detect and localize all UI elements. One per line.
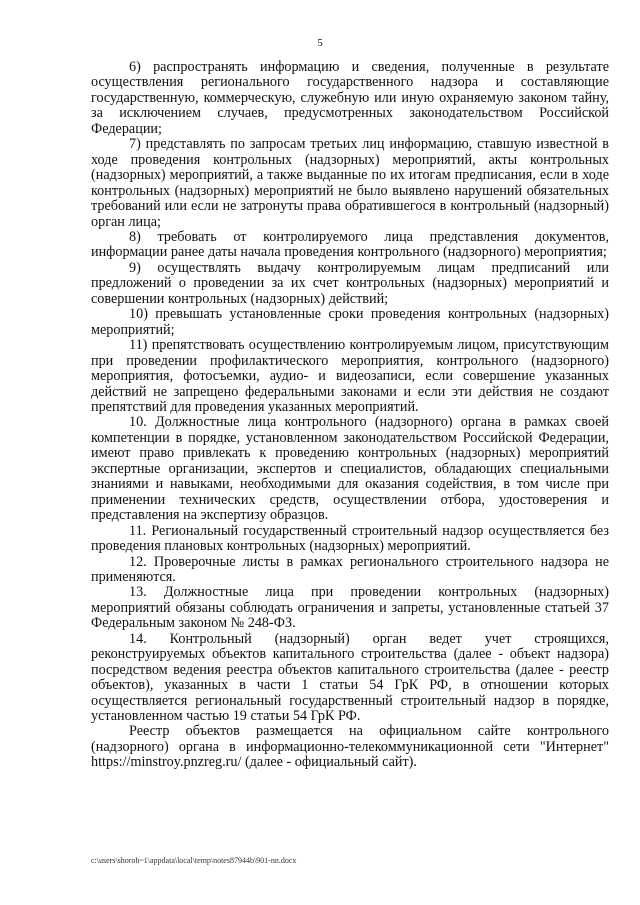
document-body	[91, 60, 609, 771]
footer-file-path: c:\users\shoroh~1\appdata\local\temp\notes87944b\901-nn.docx	[91, 856, 297, 865]
paragraph-item-7: 7) представлять по запросам третьих лиц информацию, ставшую известной в ходе проведения контрольных (надзорных) мероприятий, акты контрольных (надзорных) мероприятий, а также выданные по их итогам предписания, если в ходе контрольных (надзорных) мероприятий не было выявлено нарушений обязательных требований или если не затронуты права обратившегося в контрольный (надзорный) орган лица;	[91, 136, 609, 230]
paragraph-registry-site: Реестр объектов размещается на официальном сайте контрольного (надзорного) органа в информационно-телекоммуникационной сети "Интернет" https://minstroy.pnzreg.ru/ (далее - официальный сайт).	[91, 723, 609, 771]
paragraph-section-11: 11. Региональный государственный строительный надзор осуществляется без проведения плановых контрольных (надзорных) мероприятий.	[91, 522, 609, 555]
paragraph-item-10: 10) превышать установленные сроки проведения контрольных (надзорных) мероприятий;	[91, 306, 609, 338]
page-number: 5	[317, 37, 323, 49]
paragraph-section-12: 12. Проверочные листы в рамках регионального строительного надзора не применяются.	[91, 553, 609, 585]
paragraph-section-13: 13. Должностные лица при проведении контрольных (надзорных) мероприятий обязаны соблюдать ограничения и запреты, установленные статьей 37 Федеральным законом № 248-ФЗ.	[91, 584, 609, 632]
paragraph-item-6: 6) распространять информацию и сведения, полученные в результате осуществления регионального государственного надзора и составляющие государственную, коммерческую, служебную или иную охраняемую законом тайну, за исключением случаев, предусмотренных законодательством Российской Федерации;	[91, 59, 609, 137]
paragraph-item-11: 11) препятствовать осуществлению контролируемым лицом, присутствующим при проведении профилактического мероприятия, контрольного (надзорного) мероприятия, фотосъемки, аудио- и видеозаписи, если совершение указанных действий не запрещено федеральными законами и если эти действия не создают препятствий для проведения указанных мероприятий.	[91, 337, 609, 415]
paragraph-section-10: 10. Должностные лица контрольного (надзорного) органа в рамках своей компетенции в порядке, установленном законодательством Российской Федерации, имеют право привлекать к проведению контрольных (надзорных) мероприятий экспертные организации, экспертов и специалистов, обладающих специальными знаниями и навыками, необходимыми для оказания содействия, в том числе при применении технических средств, осуществлении отбора, удостоверения и представления на экспертизу образцов.	[91, 414, 609, 524]
paragraph-section-14: 14. Контрольный (надзорный) орган ведет учет строящихся, реконструируемых объектов капитального строительства (далее - объект надзора) посредством ведения реестра объектов капитального строительства (далее - реестр объектов), указанных в части 1 статьи 54 ГрК РФ, в отношении которых осуществляется региональный государственный строительный надзор в порядке, установленном частью 19 статьи 54 ГрК РФ.	[91, 630, 609, 725]
paragraph-item-8: 8) требовать от контролируемого лица представления документов, информации ранее даты начала проведения контрольного (надзорного) мероприятия;	[91, 228, 609, 261]
paragraph-item-9: 9) осуществлять выдачу контролируемым лицам предписаний или предложений о проведении за их счет контрольных (надзорных) мероприятий и совершении контрольных (надзорных) действий;	[91, 259, 609, 307]
